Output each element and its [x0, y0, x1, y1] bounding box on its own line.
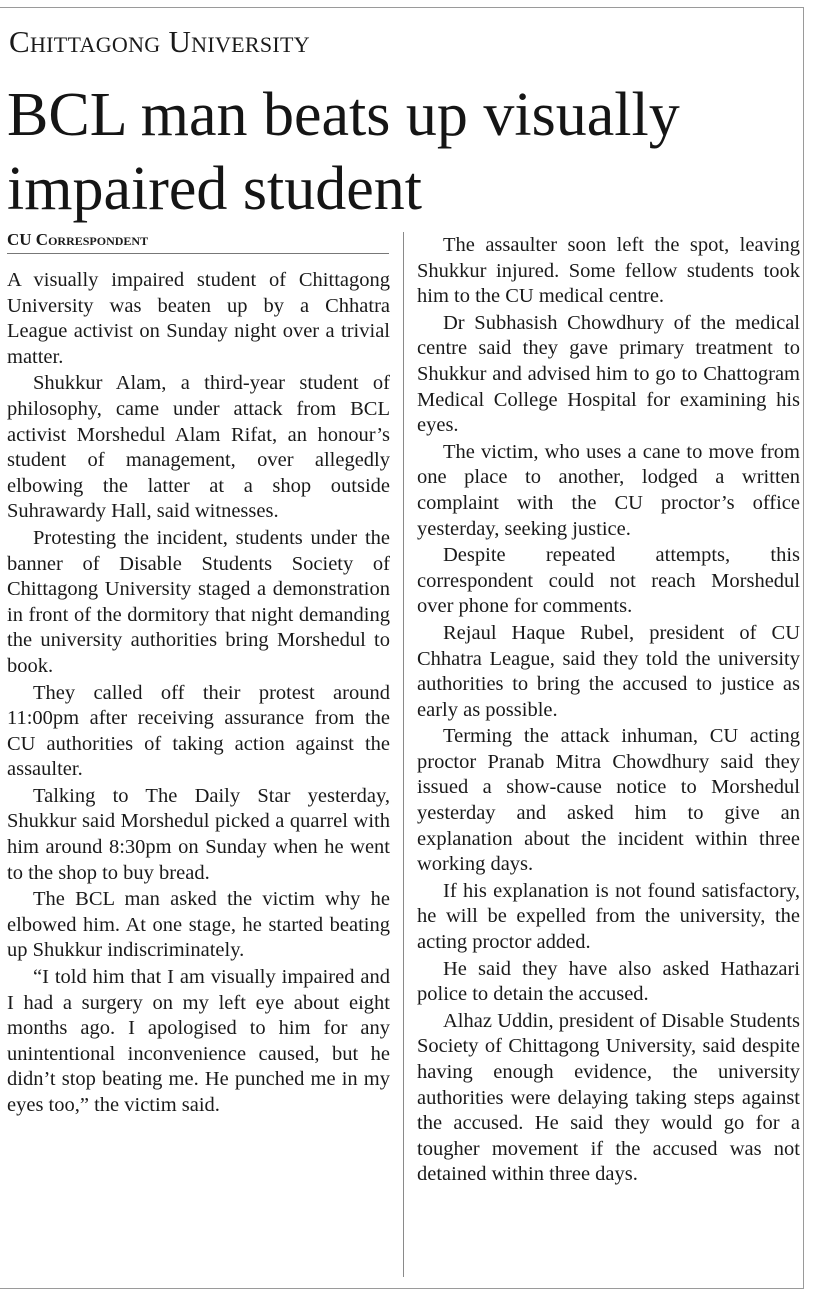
- paragraph: Talking to The Daily Star yesterday, Shukkur said Morshedul picked a quarrel with him around 8:30pm on Sunday when he went to the shop to buy bread.: [7, 784, 390, 884]
- paragraph: Dr Subhasish Chowdhury of the medical centre said they gave primary treatment to Shukkur and advised him to go to Chattogram Medical College Hospital for examining his eyes.: [417, 311, 800, 437]
- paragraph: Despite repeated attempts, this correspondent could not reach Morshedul over phone for comments.: [417, 544, 800, 618]
- headline: BCL man beats up visually impaired student: [7, 81, 680, 223]
- paragraph: The victim, who uses a cane to move from one place to another, lodged a written complaint with the CU proctor’s office yesterday, seeking justice.: [417, 440, 800, 540]
- paragraph: Terming the attack inhuman, CU acting proctor Pranab Mitra Chowdhury said they issued a show-cause notice to Morshedul yesterday and asked him to give an explanation about the incident within three working days.: [417, 725, 800, 876]
- left-column: [7, 268, 390, 1120]
- paragraph: He said they have also asked Hathazari police to detain the accused.: [417, 957, 800, 1006]
- paragraph: Shukkur Alam, a third-year student of philosophy, came under attack from BCL activist Morshedul Alam Rifat, an honour’s student of management, over allegedly elbowing the latter at a shop outside Suhrawardy Hall, said witnesses.: [7, 372, 390, 523]
- frame-bottom-border: [0, 1288, 804, 1289]
- paragraph: The BCL man asked the victim why he elbowed him. At one stage, he started beating up Shukkur indiscriminately.: [7, 888, 390, 962]
- paragraph: The assaulter soon left the spot, leaving Shukkur injured. Some fellow students took him to the CU medical centre.: [417, 234, 800, 308]
- paragraph: A visually impaired student of Chittagong University was beaten up by a Chhatra League activist on Sunday night over a trivial matter.: [7, 269, 390, 368]
- paragraph: Alhaz Uddin, president of Disable Students Society of Chittagong University, said despite having enough evidence, the university authorities were delaying taking steps against the accused. He said they would go for a tougher movement if the accused was not detained within three days.: [417, 1009, 800, 1186]
- byline: CU Correspondent: [7, 230, 149, 249]
- right-column: [417, 233, 800, 1189]
- paragraph: “I told him that I am visually impaired and I had a surgery on my left eye about eight months ago. I apologised to him for any unintentional inconvenience caused, but he didn’t stop beating me. He punched me in my eyes too,” the victim said.: [7, 966, 390, 1116]
- paragraph: Rejaul Haque Rubel, president of CU Chhatra League, said they told the university authorities to bring the accused to justice as early as possible.: [417, 621, 800, 721]
- column-divider: [403, 232, 404, 1277]
- frame-top-border: [0, 7, 804, 8]
- paragraph: Protesting the incident, students under the banner of Disable Students Society of Chittagong University staged a demonstration in front of the dormitory that night demanding the university authorities bring Morshedul to book.: [7, 526, 390, 677]
- frame-right-border: [803, 7, 804, 1289]
- section-kicker: Chittagong University: [9, 24, 310, 59]
- byline-rule: [7, 253, 389, 254]
- paragraph: They called off their protest around 11:00pm after receiving assurance from the CU authorities of taking action against the assaulter.: [7, 681, 390, 781]
- paragraph: If his explanation is not found satisfactory, he will be expelled from the university, the acting proctor added.: [417, 879, 800, 954]
